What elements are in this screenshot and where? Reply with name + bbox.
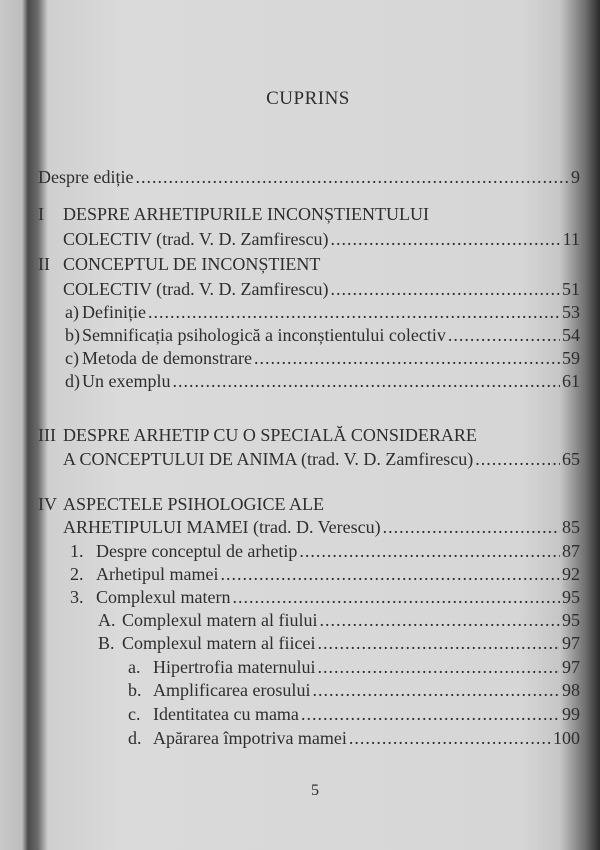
- entry-title: Amplificarea erosului: [153, 680, 311, 700]
- entry-title: Un exemplu: [82, 371, 171, 391]
- dot-leader: [254, 347, 560, 369]
- page-number: 5: [311, 782, 319, 799]
- toc-entry: [38, 563, 580, 585]
- entry-page: 98: [562, 680, 580, 700]
- entry-title: Complexul matern al fiicei: [122, 633, 316, 653]
- entry-page: 59: [562, 348, 580, 368]
- entry-number: a): [65, 302, 79, 322]
- toc-entry: [38, 493, 580, 515]
- dot-leader: [317, 632, 560, 654]
- entry-title: Complexul matern: [96, 587, 231, 607]
- toc-entry: [38, 727, 580, 749]
- entry-number: IV: [38, 494, 57, 514]
- entry-title: Hipertrofia maternului: [153, 657, 316, 677]
- toc-entry: [38, 679, 580, 701]
- entry-title: COLECTIV (trad. V. D. Zamfirescu): [63, 229, 329, 249]
- entry-title: Semnificația psihologică a inconștientului colectiv: [82, 325, 446, 345]
- toc-entry: [38, 253, 580, 275]
- dot-leader: [448, 324, 560, 346]
- entry-page: 61: [562, 371, 580, 391]
- dot-leader: [135, 166, 569, 188]
- toc-entry: [38, 632, 580, 654]
- toc-entry: [38, 656, 580, 678]
- entry-number: B.: [98, 633, 115, 653]
- dot-leader: [148, 301, 560, 323]
- entry-page: 95: [562, 610, 580, 630]
- entry-title: Metoda de demonstrare: [82, 348, 252, 368]
- dot-leader: [312, 679, 560, 701]
- entry-page: 11: [562, 229, 580, 249]
- entry-title: Despre ediție: [38, 167, 134, 187]
- entry-page: 99: [562, 704, 580, 724]
- entry-title: CONCEPTUL DE INCONȘTIENT: [63, 254, 321, 274]
- dot-leader: [220, 563, 560, 585]
- toc-entry: [38, 203, 580, 225]
- entry-number: c): [65, 348, 79, 368]
- entry-page: 54: [562, 325, 580, 345]
- toc-entry: [38, 424, 580, 446]
- entry-page: 100: [553, 728, 580, 748]
- entry-page: 97: [562, 633, 580, 653]
- page-title: CUPRINS: [266, 88, 350, 109]
- entry-title: Definiție: [82, 302, 146, 322]
- toc-entry: [38, 324, 580, 346]
- entry-title: ASPECTELE PSIHOLOGICE ALE: [63, 494, 324, 514]
- entry-page: 85: [562, 517, 580, 537]
- entry-number: 2.: [70, 564, 84, 584]
- toc-entry: [38, 166, 580, 188]
- dot-leader: [475, 448, 560, 470]
- dot-leader: [317, 656, 560, 678]
- toc-entry: [38, 301, 580, 323]
- dot-leader: [330, 228, 560, 250]
- entry-page: 65: [562, 449, 580, 469]
- toc-entry: [38, 228, 580, 250]
- toc-entry: [38, 370, 580, 392]
- entry-number: A.: [98, 610, 116, 630]
- entry-number: a.: [128, 657, 141, 677]
- toc-entry: [38, 586, 580, 608]
- entry-number: I: [38, 204, 44, 224]
- entry-number: b): [65, 325, 80, 345]
- entry-number: 3.: [70, 587, 84, 607]
- dot-leader: [172, 370, 560, 392]
- entry-title: A CONCEPTULUI DE ANIMA (trad. V. D. Zamfirescu): [63, 449, 474, 469]
- entry-number: c.: [128, 704, 141, 724]
- entry-number: 1.: [70, 541, 84, 561]
- toc-entry: [38, 448, 580, 470]
- entry-page: 97: [562, 657, 580, 677]
- toc-entry: [38, 278, 580, 300]
- entry-title: Arhetipul mamei: [96, 564, 219, 584]
- dot-leader: [301, 703, 560, 725]
- dot-leader: [349, 727, 551, 749]
- entry-page: 9: [571, 167, 580, 187]
- entry-title: DESPRE ARHETIPURILE INCONȘTIENTULUI: [63, 204, 429, 224]
- entry-title: Despre conceptul de arhetip: [96, 541, 298, 561]
- dot-leader: [299, 540, 560, 562]
- entry-number: d.: [128, 728, 142, 748]
- entry-page: 92: [562, 564, 580, 584]
- toc-entry: [38, 703, 580, 725]
- entry-title: DESPRE ARHETIP CU O SPECIALĂ CONSIDERARE: [63, 425, 477, 445]
- toc-entry: [38, 609, 580, 631]
- toc-entry: [38, 540, 580, 562]
- entry-page: 95: [562, 587, 580, 607]
- entry-title: Complexul matern al fiului: [122, 610, 318, 630]
- toc-entry: [38, 347, 580, 369]
- entry-number: II: [38, 254, 50, 274]
- entry-title: ARHETIPULUI MAMEI (trad. D. Verescu): [63, 517, 381, 537]
- entry-number: d): [65, 371, 80, 391]
- dot-leader: [330, 278, 560, 300]
- entry-page: 87: [562, 541, 580, 561]
- toc-entry: [38, 516, 580, 538]
- entry-title: Identitatea cu mama: [153, 704, 299, 724]
- entry-number: III: [38, 425, 56, 445]
- entry-page: 53: [562, 302, 580, 322]
- entry-title: Apărarea împotriva mamei: [153, 728, 347, 748]
- dot-leader: [232, 586, 560, 608]
- dot-leader: [319, 609, 560, 631]
- entry-number: b.: [128, 680, 142, 700]
- entry-page: 51: [562, 279, 580, 299]
- entry-title: COLECTIV (trad. V. D. Zamfirescu): [63, 279, 329, 299]
- dot-leader: [383, 516, 560, 538]
